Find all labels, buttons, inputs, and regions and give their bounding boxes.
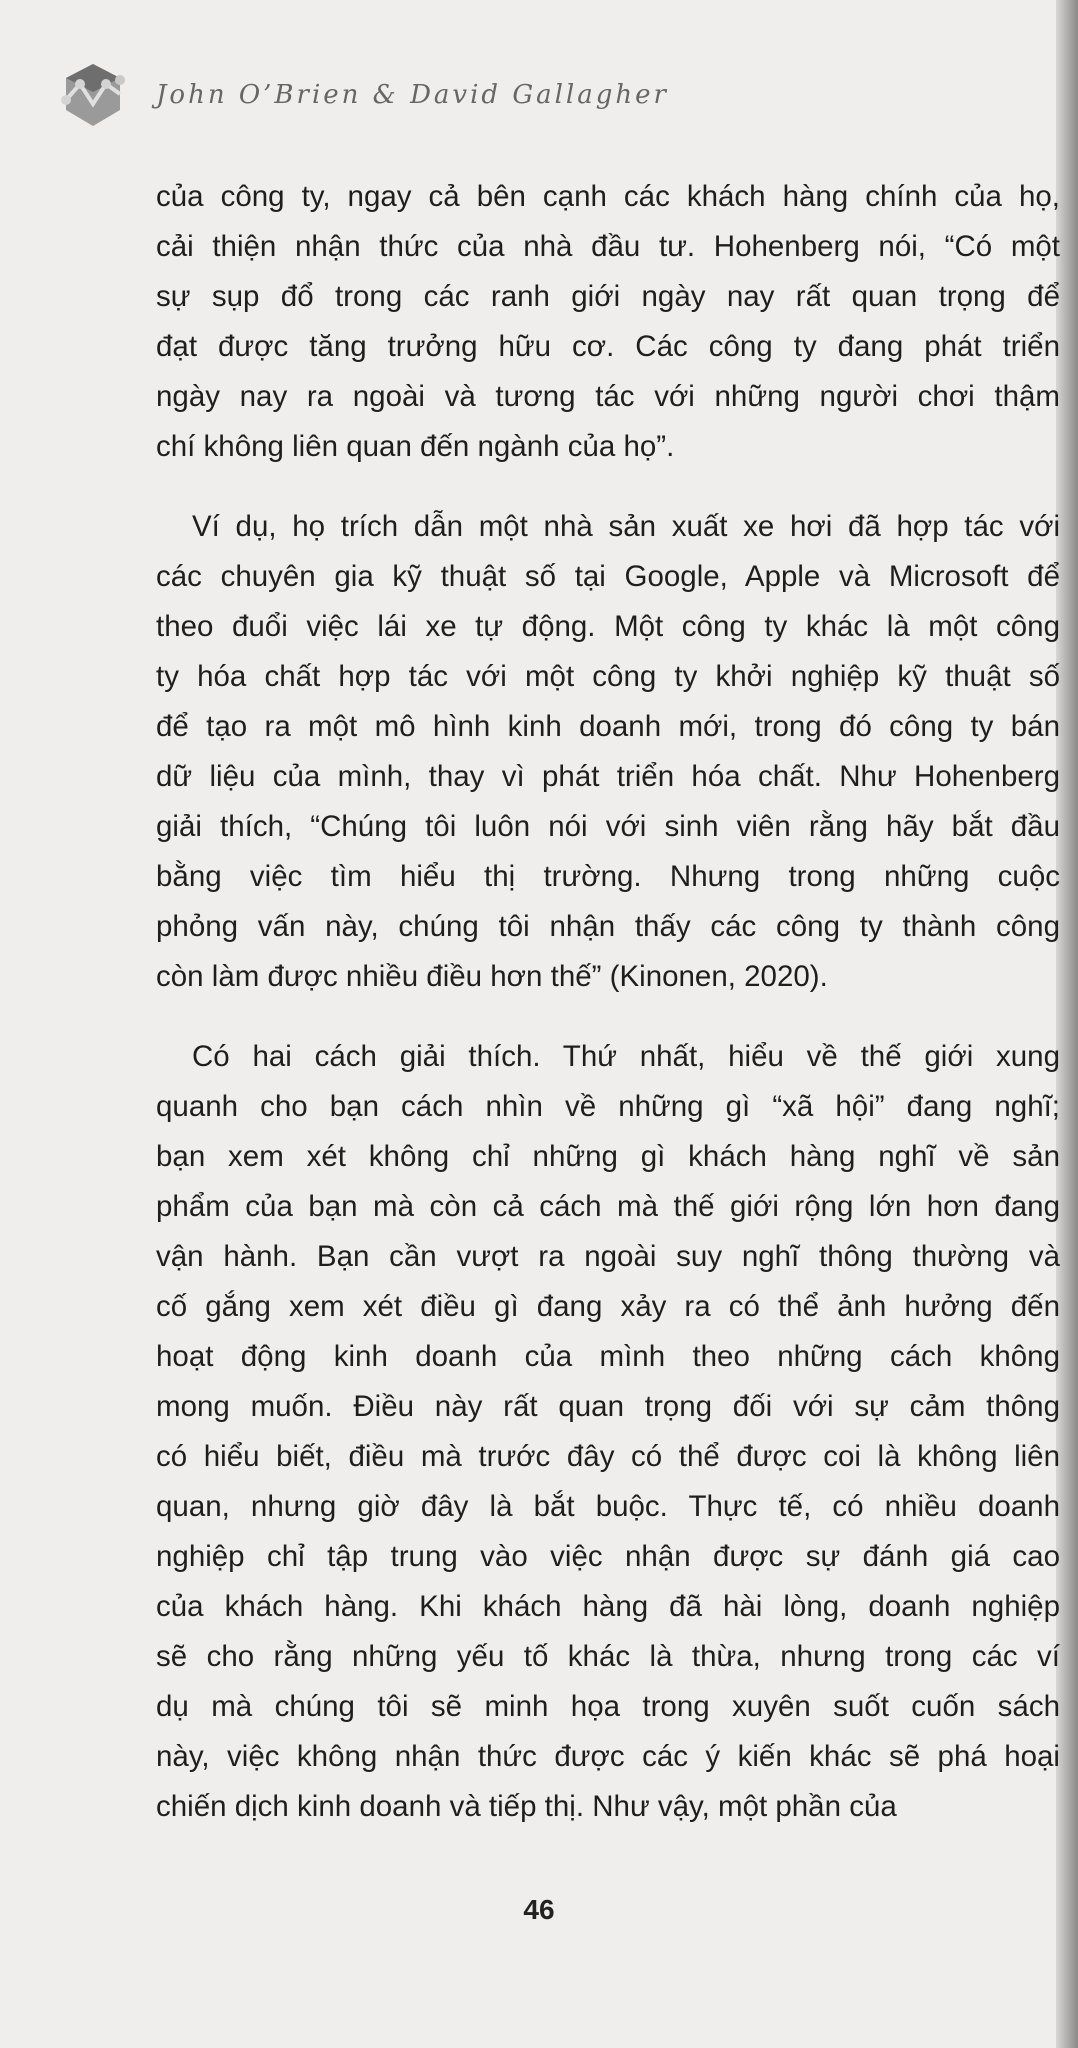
text-line: còn làm được nhiều điều hơn thế” (Kinonen, 2020). [156,960,828,993]
text-line: quanh cho bạn cách nhìn về những gì “xã hội” đang nghĩ; [156,1090,1060,1123]
text-line: bằng việc tìm hiểu thị trường. Nhưng trong những cuộc [156,860,1060,893]
text-line: của khách hàng. Khi khách hàng đã hài lòng, doanh nghiệp [156,1590,1060,1623]
header-author: John O’Brien & David Gallagher [156,80,669,110]
text-line: để tạo ra một mô hình kinh doanh mới, trong đó công ty bán [156,710,1060,743]
text-line: của công ty, ngay cả bên cạnh các khách hàng chính của họ, [156,180,1060,213]
running-header [58,60,669,130]
text-line: dụ mà chúng tôi sẽ minh họa trong xuyên suốt cuốn sách [156,1690,1060,1723]
text-line: các chuyên gia kỹ thuật số tại Google, Apple và Microsoft để [156,560,1060,593]
body-text [156,172,1060,1832]
text-line: phẩm của bạn mà còn cả cách mà thế giới rộng lớn hơn đang [156,1190,1060,1223]
text-line: quan, nhưng giờ đây là bắt buộc. Thực tế, có nhiều doanh [156,1490,1060,1523]
paragraph [156,1032,1060,1832]
text-line: có hiểu biết, điều mà trước đây có thể được coi là không liên [156,1440,1060,1473]
paragraph [156,502,1060,1002]
publisher-logo-icon [58,60,128,130]
text-line: hoạt động kinh doanh của mình theo những cách không [156,1340,1060,1373]
text-line: Có hai cách giải thích. Thứ nhất, hiểu về thế giới xung [192,1040,1060,1073]
text-line: mong muốn. Điều này rất quan trọng đối với sự cảm thông [156,1390,1060,1423]
text-line: dữ liệu của mình, thay vì phát triển hóa chất. Như Hohenberg [156,760,1060,793]
text-line: bạn xem xét không chỉ những gì khách hàng nghĩ về sản [156,1140,1060,1173]
text-line: phỏng vấn này, chúng tôi nhận thấy các công ty thành công [156,910,1060,943]
text-line: này, việc không nhận thức được các ý kiến khác sẽ phá hoại [156,1740,1060,1773]
text-line: sự sụp đổ trong các ranh giới ngày nay rất quan trọng để [156,280,1060,313]
page-number: 46 [523,1894,555,1925]
text-line: cải thiện nhận thức của nhà đầu tư. Hohenberg nói, “Có một [156,230,1060,263]
paragraph [156,172,1060,472]
text-line: vận hành. Bạn cần vượt ra ngoài suy nghĩ thông thường và [156,1240,1060,1273]
text-line: nghiệp chỉ tập trung vào việc nhận được sự đánh giá cao [156,1540,1060,1573]
text-line: sẽ cho rằng những yếu tố khác là thừa, nhưng trong các ví [156,1640,1060,1673]
text-line: cố gắng xem xét điều gì đang xảy ra có thể ảnh hưởng đến [156,1290,1060,1323]
text-line: chí không liên quan đến ngành của họ”. [156,430,675,463]
text-line: theo đuổi việc lái xe tự động. Một công ty khác là một công [156,610,1060,643]
text-line: ngày nay ra ngoài và tương tác với những người chơi thậm [156,380,1060,413]
text-line: giải thích, “Chúng tôi luôn nói với sinh viên rằng hãy bắt đầu [156,810,1060,843]
text-line: chiến dịch kinh doanh và tiếp thị. Như vậy, một phần của [156,1790,897,1823]
text-line: đạt được tăng trưởng hữu cơ. Các công ty đang phát triển [156,330,1060,363]
text-line: ty hóa chất hợp tác với một công ty khởi nghiệp kỹ thuật số [156,660,1060,693]
text-line: Ví dụ, họ trích dẫn một nhà sản xuất xe hơi đã hợp tác với [192,510,1060,543]
